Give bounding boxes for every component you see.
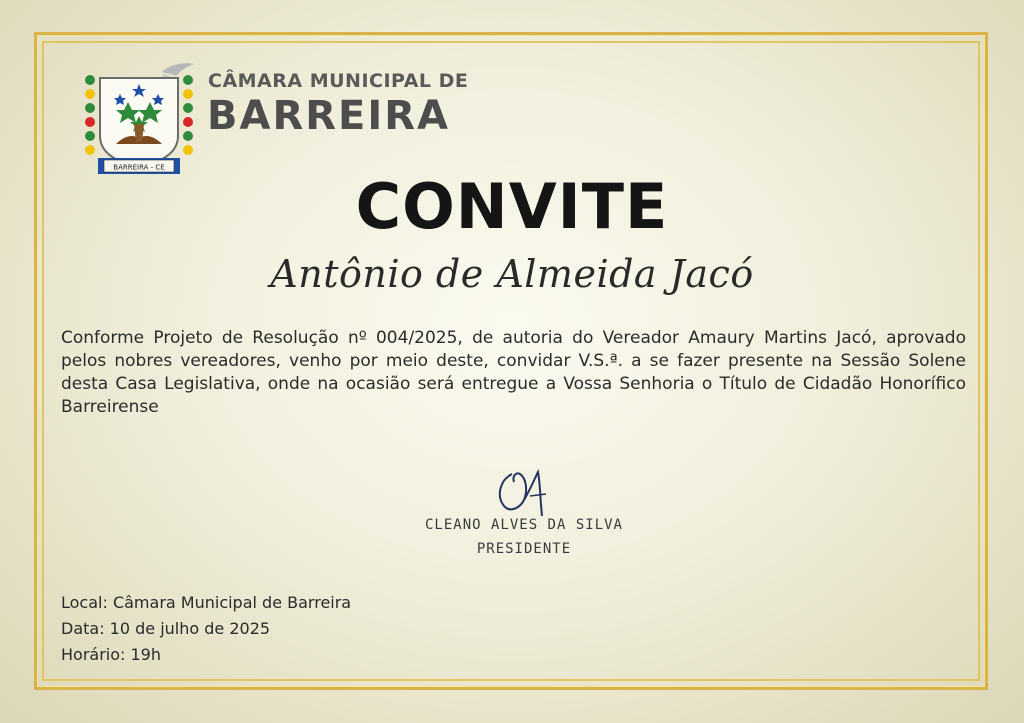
crest-ribbon-text: BARREIRA - CE bbox=[113, 163, 165, 172]
event-date: Data: 10 de julho de 2025 bbox=[61, 619, 271, 638]
municipal-crest-icon bbox=[80, 58, 200, 180]
invitation-body: Conforme Projeto de Resolução nº 004/2025, de autoria do Vereador Amaury Martins Jacó, aprovado pelos nobres vereadores, venho por meio deste, convidar V.S.ª. a se fazer presente na Sessão Solene desta Casa Legislativa, onde na ocasião será entregue a Vossa Senhoria o Título de Cidadão Honorífico Barreirense bbox=[61, 328, 966, 417]
signatory-role: PRESIDENTE bbox=[476, 541, 572, 557]
institution-name-line2: BARREIRA bbox=[207, 93, 451, 139]
signatory-name: CLEANO ALVES DA SILVA bbox=[424, 517, 623, 533]
honoree-name: Antônio de Almeida Jacó bbox=[270, 252, 754, 296]
event-time: Horário: 19h bbox=[61, 645, 161, 664]
invitation-title: CONVITE bbox=[355, 170, 669, 243]
institution-name-line1: CÂMARA MUNICIPAL DE bbox=[208, 70, 469, 92]
event-details bbox=[61, 590, 351, 668]
event-location: Local: Câmara Municipal de Barreira bbox=[61, 593, 352, 612]
